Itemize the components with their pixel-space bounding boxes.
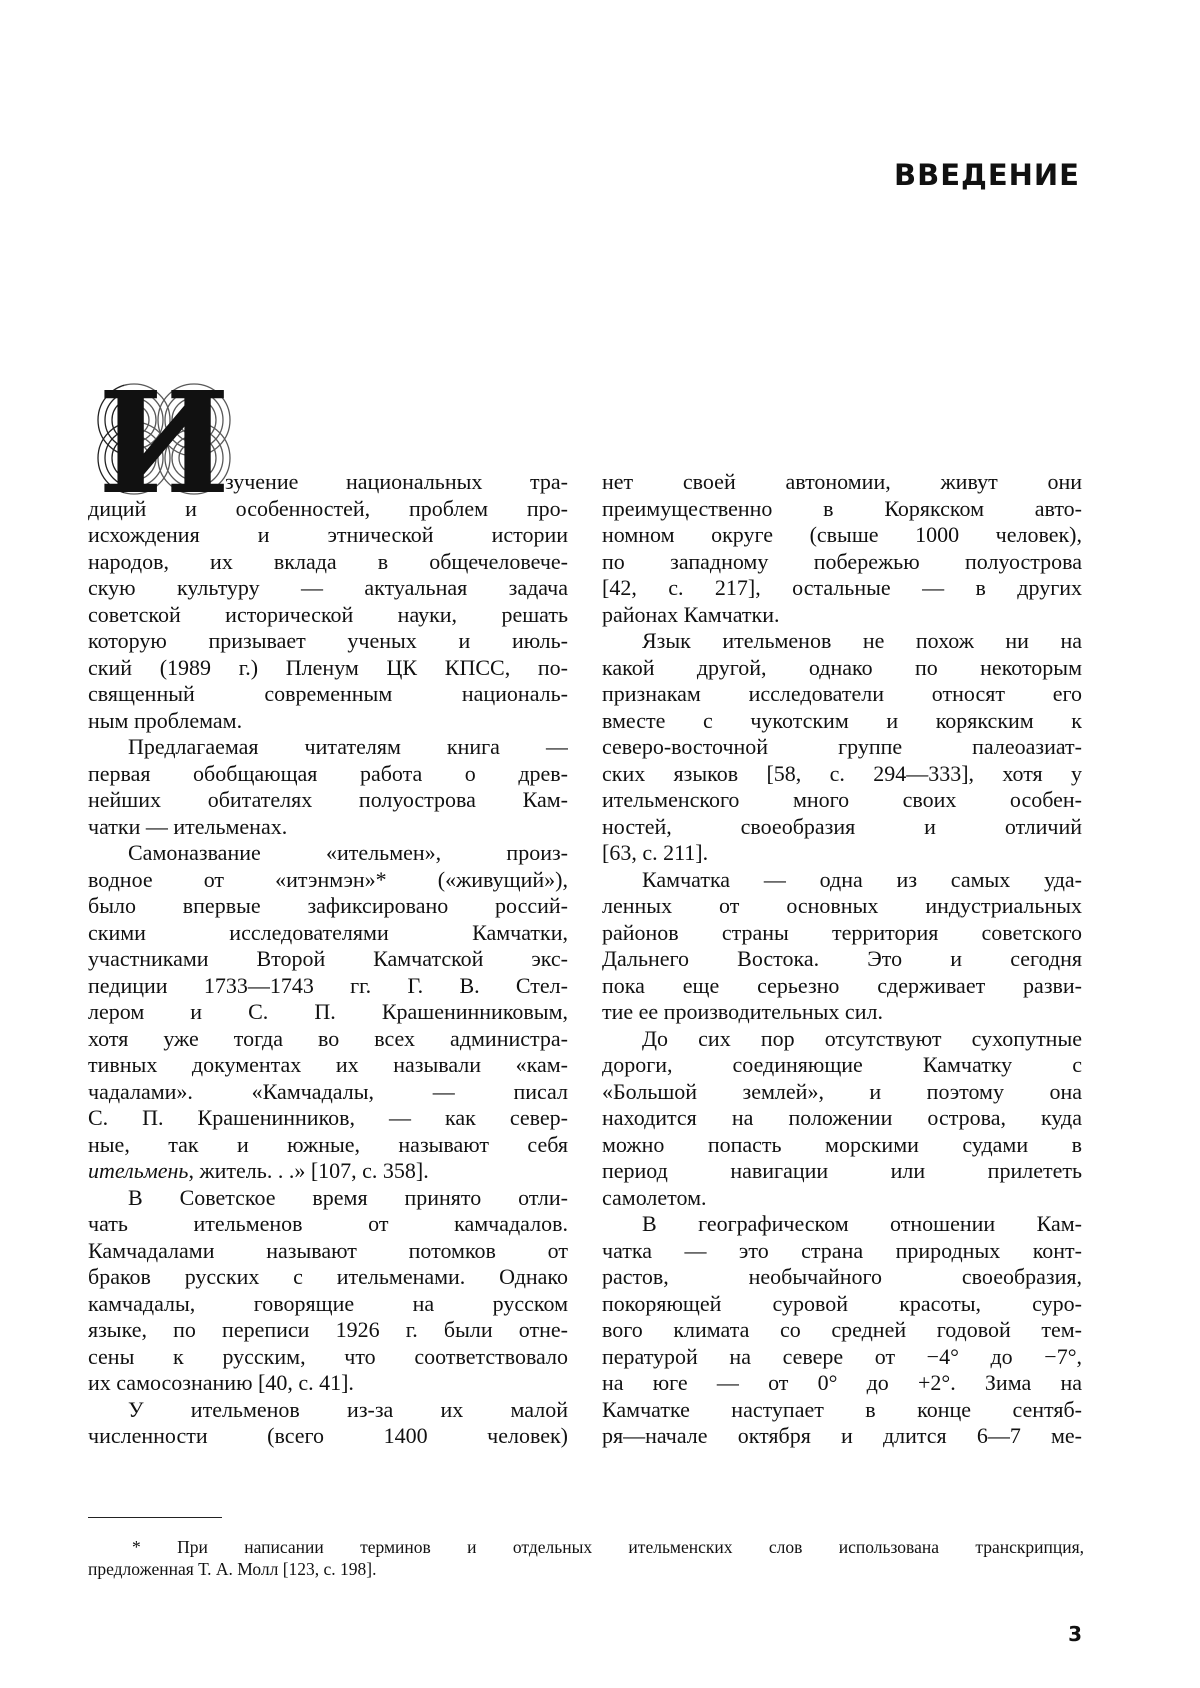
- text-line: вого климата со средней годовой тем-: [602, 1317, 1082, 1342]
- text-line: ные, так и южные, называют себя: [88, 1131, 568, 1157]
- page-number: 3: [1068, 1622, 1082, 1646]
- text-line: ностей, своеобразия и отличий: [602, 813, 1082, 839]
- text-line: вместе с чукотским и корякским к: [602, 707, 1082, 733]
- text-line: сены к русским, что соответствовало: [88, 1343, 568, 1369]
- text-line: тие ее производительных сил.: [602, 999, 883, 1024]
- text-line: районах Камчатки.: [602, 601, 780, 627]
- text-line: народов, их вклада в общечеловече-: [88, 548, 568, 574]
- text-line: ский (1989 г.) Пленум ЦК КПСС, по-: [88, 654, 568, 680]
- text-line: чадалами». «Камчадалы, — писал: [88, 1078, 568, 1104]
- text-line: ря—начале октября и длится 6—7 ме-: [602, 1423, 1082, 1448]
- text-line: скими исследователями Камчатки,: [88, 919, 568, 945]
- text-line: Самоназвание «ительмен», произ-: [128, 840, 568, 865]
- text-line: [42, с. 217], остальные — в других: [602, 575, 1082, 600]
- text-line: камчадалы, говорящие на русском: [88, 1290, 568, 1316]
- text-line: период навигации или прилететь: [602, 1158, 1082, 1183]
- text-line: [63, с. 211].: [602, 840, 709, 865]
- text-line: хотя уже тогда во всех администра-: [88, 1025, 568, 1051]
- text-line: преимущественно в Корякском авто-: [602, 495, 1082, 521]
- italic-term: ительмень: [88, 1158, 189, 1183]
- text-line: самолетом.: [602, 1184, 707, 1210]
- svg-text:И: И: [97, 380, 231, 498]
- text-line: диций и особенностей, проблем про-: [88, 495, 568, 521]
- text-line: первая обобщающая работа о древ-: [88, 760, 568, 786]
- right-column: [602, 469, 1082, 1450]
- text-line: Камчатке наступает в конце сентяб-: [602, 1396, 1082, 1422]
- text-line: дороги, соединяющие Камчатку с: [602, 1052, 1082, 1077]
- footnote-line: предложенная Т. А. Молл [123, с. 198].: [88, 1559, 377, 1579]
- text-line: численности (всего 1400 человек): [88, 1423, 568, 1448]
- text-line: растов, необычайного своеобразия,: [602, 1264, 1082, 1289]
- text-line: языке, по переписи 1926 г. были отне-: [88, 1317, 568, 1342]
- text-line: священный современным националь-: [88, 681, 568, 706]
- footnote-divider: [88, 1517, 222, 1518]
- text-line: районов страны территория советского: [602, 919, 1082, 945]
- text-line: нет своей автономии, живут они: [602, 469, 1082, 494]
- text-line: тивных документах их называли «кам-: [88, 1052, 568, 1077]
- text-line: номном округе (свыше 1000 человек),: [602, 522, 1082, 547]
- text-line: покоряющей суровой красоты, суро-: [602, 1290, 1082, 1316]
- text-line: нейших обитателях полуострова Кам-: [88, 787, 568, 812]
- text-line: До сих пор отсутствуют сухопутные: [642, 1025, 1082, 1051]
- text-line: Дальнего Востока. Это и сегодня: [602, 946, 1082, 971]
- left-column: [88, 469, 568, 1450]
- text-line: их самосознанию [40, с. 41].: [88, 1370, 354, 1395]
- text-line: которую призывает ученых и июль-: [88, 628, 568, 653]
- text-line: на юге — от 0° до +2°. Зима на: [602, 1370, 1082, 1395]
- text-line: Камчатка — одна из самых уда-: [642, 866, 1082, 892]
- text-line: педиции 1733—1743 гг. Г. В. Стел-: [88, 972, 568, 998]
- text-line: находится на положении острова, куда: [602, 1105, 1082, 1130]
- text-line: зучение национальных тра-: [225, 469, 568, 494]
- text-line: У ительменов из-за их малой: [128, 1396, 568, 1422]
- text-line: водное от «итэнмэн»* («живущий»),: [88, 866, 568, 892]
- text-line: чать ительменов от камчадалов.: [88, 1211, 568, 1236]
- text-line: участниками Второй Камчатской экс-: [88, 946, 568, 971]
- text-line: советской исторической науки, решать: [88, 601, 568, 627]
- text-line: северо-восточной группе палеоазиат-: [602, 734, 1082, 759]
- text-line: какой другой, однако по некоторым: [602, 654, 1082, 680]
- text-line: пока еще серьезно сдерживает разви-: [602, 972, 1082, 998]
- text-line: В Советское время принято отли-: [128, 1184, 568, 1210]
- text-line: браков русских с ительменами. Однако: [88, 1264, 568, 1289]
- text-line: скую культуру — актуальная задача: [88, 575, 568, 600]
- text-line: признакам исследователи относят его: [602, 681, 1082, 706]
- text-line: ительменского много своих особен-: [602, 787, 1082, 812]
- text-line: ленных от основных индустриальных: [602, 893, 1082, 918]
- text-line: пературой на севере от −4° до −7°,: [602, 1343, 1082, 1369]
- text-line: Камчадалами называют потомков от: [88, 1237, 568, 1263]
- text-line: ских языков [58, с. 294—333], хотя у: [602, 760, 1082, 786]
- chapter-title: ВВЕДЕНИЕ: [893, 158, 1080, 192]
- text-line: С. П. Крашенинников, — как север-: [88, 1105, 568, 1130]
- footnote: [88, 1536, 1084, 1580]
- text-line: было впервые зафиксировано россий-: [88, 893, 568, 918]
- text-line: ительмень, житель. . .» [107, с. 358].: [88, 1158, 429, 1183]
- footnote-line: * При написании терминов и отдельных ительменских слов использована транскрипция,: [132, 1537, 1084, 1557]
- text-line: лером и С. П. Крашенинниковым,: [88, 999, 568, 1024]
- text-line: Язык ительменов не похож ни на: [642, 628, 1082, 653]
- text-line: чатка — это страна природных конт-: [602, 1237, 1082, 1263]
- text-line: Предлагаемая читателям книга —: [128, 734, 568, 759]
- text-line: чатки — ительменах.: [88, 813, 288, 839]
- text-line: «Большой землей», и поэтому она: [602, 1078, 1082, 1104]
- text-line: ным проблемам.: [88, 707, 243, 733]
- text-line: можно попасть морскими судами в: [602, 1131, 1082, 1157]
- text-line: исхождения и этнической истории: [88, 522, 568, 547]
- text-line: по западному побережью полуострова: [602, 548, 1082, 574]
- text-line: В географическом отношении Кам-: [642, 1211, 1082, 1236]
